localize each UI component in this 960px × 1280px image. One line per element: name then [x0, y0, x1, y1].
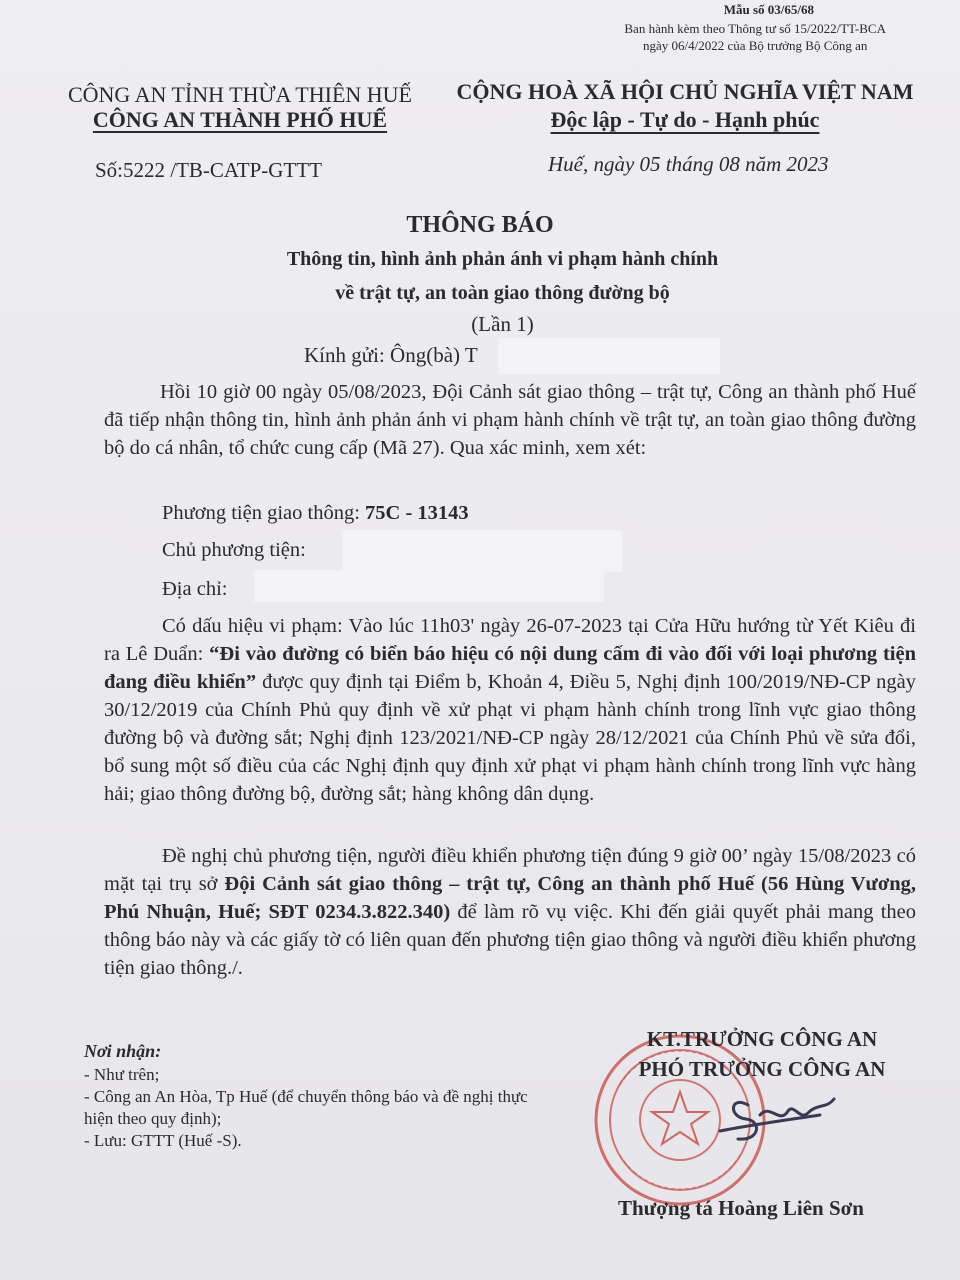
handwritten-signature [700, 1085, 840, 1155]
document-title: THÔNG BÁO [406, 212, 554, 238]
paragraph-intro: Hồi 10 giờ 00 ngày 05/08/2023, Đội Cảnh sát giao thông – trật tự, Công an thành phố Huế đã tiếp nhận thông tin, hình ảnh phản ánh vi phạm hành chính về trật tự, an toàn giao thông đường bộ do cá nhân, tổ chức cung cấp (Mã 27). Qua xác minh, xem xét: [104, 381, 916, 459]
issuing-agency [66, 82, 414, 132]
request-location: Đội Cảnh sát giao thông – trật tự, Công an thành phố Huế (56 Hùng Vương, Phú Nhuận, Huế; SĐT 0234.3.822.340) [104, 873, 916, 923]
subtitle-line-1: Thông tin, hình ảnh phản ánh vi phạm hành chính [286, 248, 719, 270]
vehicle-field [162, 502, 469, 525]
recipient-item: - Như trên; [84, 1065, 160, 1084]
agency-line-2: CÔNG AN THÀNH PHỐ HUẾ [92, 107, 388, 132]
redacted-name [498, 338, 720, 374]
owner-field [162, 539, 306, 562]
nation-line-1: CỘNG HOÀ XÃ HỘI CHỦ NGHĨA VIỆT NAM [456, 79, 914, 104]
document-subtitle [0, 242, 960, 310]
recipient-item: - Lưu: GTTT (Huế -S). [84, 1131, 242, 1150]
vehicle-plate: 75C - 13143 [365, 502, 469, 524]
national-heading [450, 78, 920, 134]
circular-line-2: ngày 06/4/2022 của Bộ trưởng Bộ Công an [642, 38, 868, 53]
recipients-block [84, 1040, 544, 1152]
signature-title-line-1: KT.TRƯỞNG CÔNG AN [646, 1027, 878, 1051]
signer-name: Thượng tá Hoàng Liên Sơn [618, 1196, 864, 1220]
violation-description: “Đi vào đường có biển báo hiệu có nội dung cấm đi vào đối với loại phương tiện đang điều khiển” [104, 643, 916, 693]
agency-line-1: CÔNG AN TỈNH THỪA THIÊN HUẾ [67, 82, 412, 107]
notice-count: (Lần 1) [471, 312, 534, 336]
paragraph-violation [104, 612, 916, 808]
paragraph-request [104, 842, 916, 982]
request-instructions: để làm rõ vụ việc. Khi đến giải quyết phải mang theo thông báo này và các giấy tờ có liên quan đến phương tiện giao thông và người điều khiển phương tiện giao thông./. [104, 901, 916, 979]
subtitle-line-2: về trật tự, an toàn giao thông đường bộ [335, 282, 670, 304]
address-field [162, 578, 227, 601]
redacted-owner [342, 530, 622, 572]
recipients-heading: Nơi nhận: [84, 1041, 162, 1061]
violation-intro: Có dấu hiệu vi phạm: Vào lúc 11h03' ngày 26-07-2023 tại Cửa Hữu hướng từ Yết Kiêu đi ra Lê Duẩn: [104, 615, 916, 665]
addressee: Kính gửi: Ông(bà) T [304, 343, 478, 367]
circular-reference [624, 20, 886, 54]
nation-motto: Độc lập - Tự do - Hạnh phúc [550, 107, 820, 132]
redacted-address [254, 570, 604, 602]
vehicle-label: Phương tiện giao thông: [162, 502, 366, 524]
violation-legal-basis: được quy định tại Điểm b, Khoản 4, Điều 5, Nghị định 100/2019/NĐ-CP ngày 30/12/2019 của Chính Phủ quy định về xử phạt vi phạm hành chính trong lĩnh vực giao thông đường bộ và đường sắt; Nghị định 123/2021/NĐ-CP ngày 28/12/2021 của Chính Phủ về sửa đổi, bổ sung một số điều của các Nghị định quy định xử phạt vi phạm hành chính trong lĩnh vực hàng hải; giao thông đường bộ, đường sắt; hàng không dân dụng. [104, 671, 916, 805]
request-intro: Đề nghị chủ phương tiện, người điều khiển phương tiện đúng 9 giờ 00’ ngày 15/08/2023 có mặt tại trụ sở [104, 845, 916, 895]
address-label: Địa chỉ: [162, 578, 228, 600]
document-number: Số:5222 /TB-CATP-GTTT [95, 158, 322, 182]
circular-line-1: Ban hành kèm theo Thông tư số 15/2022/TT-BCA [624, 21, 886, 36]
recipient-item: - Công an An Hòa, Tp Huế (để chuyển thông báo và đề nghị thực hiện theo quy định); [84, 1087, 528, 1128]
document-date: Huế, ngày 05 tháng 08 năm 2023 [548, 152, 829, 176]
owner-label: Chủ phương tiện: [162, 539, 306, 561]
signature-title-line-2: PHÓ TRƯỞNG CÔNG AN [638, 1057, 886, 1081]
signature-title [612, 1024, 912, 1084]
form-number: Mẫu số 03/65/68 [723, 2, 814, 17]
